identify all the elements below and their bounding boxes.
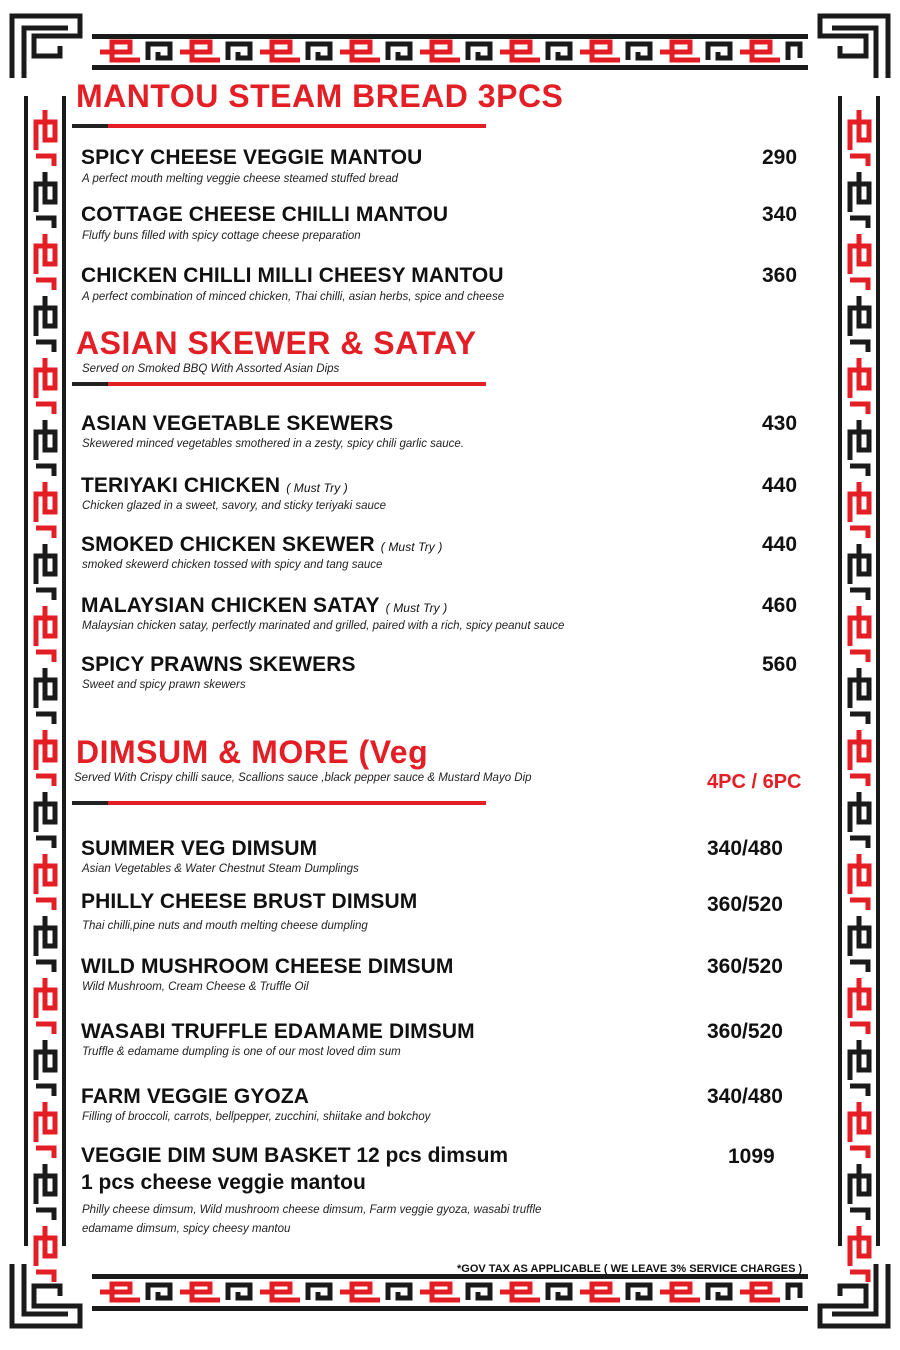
menu-item-name: CHICKEN CHILLI MILLI CHEESY MANTOU: [81, 264, 504, 287]
menu-item-name: FARM VEGGIE GYOZA: [81, 1085, 310, 1108]
menu-item-name-basket: VEGGIE DIM SUM BASKET 12 pcs dimsum 1 pcs cheese veggie mantou: [81, 1144, 509, 1194]
menu-item-desc: Skewered minced vegetables smothered in a zesty, spicy chili garlic sauce.: [82, 438, 465, 450]
menu-item-price: 340/480: [707, 837, 783, 860]
right-border-pattern: [836, 0, 882, 1350]
menu-item-name: SPICY PRAWNS SKEWERS: [81, 653, 356, 676]
section-divider: [72, 801, 486, 805]
menu-item-price: 340: [762, 203, 798, 226]
price-header-pieces: 4PC / 6PC: [707, 771, 802, 793]
left-border-pattern: [22, 0, 68, 1350]
menu-item-desc: Fluffy buns filled with spicy cottage cheese preparation: [82, 230, 361, 242]
menu-item-name: SUMMER VEG DIMSUM: [81, 837, 318, 860]
menu-item-desc: Wild Mushroom, Cream Cheese & Truffle Oil: [82, 981, 309, 993]
menu-item-price: 440: [762, 474, 798, 497]
section-divider: [72, 124, 486, 128]
menu-item-desc: Thai chilli,pine nuts and mouth melting cheese dumpling: [82, 920, 368, 932]
menu-item-name: WASABI TRUFFLE EDAMAME DIMSUM: [81, 1020, 475, 1043]
menu-item-price: 560: [762, 653, 798, 676]
must-try-tag: ( Must Try ): [385, 601, 448, 615]
menu-item-name: PHILLY CHEESE BRUST DIMSUM: [81, 890, 418, 913]
must-try-tag: ( Must Try ): [286, 481, 348, 495]
menu-item-price: 360: [762, 264, 798, 287]
must-try-tag: ( Must Try ): [380, 540, 443, 554]
menu-item-name: TERIYAKI CHICKEN ( Must Try ): [81, 474, 348, 497]
menu-item-name: COTTAGE CHEESE CHILLI MANTOU: [81, 203, 449, 226]
section-title-skewer: ASIAN SKEWER & SATAY: [76, 325, 477, 361]
menu-item-desc: A perfect combination of minced chicken, Thai chilli, asian herbs, spice and cheese: [82, 291, 505, 303]
menu-item-price: 460: [762, 594, 798, 617]
menu-item-desc: Sweet and spicy prawn skewers: [82, 679, 246, 691]
menu-item-price: 1099: [728, 1145, 775, 1168]
menu-item-price: 360/520: [707, 1020, 783, 1043]
menu-item-name: WILD MUSHROOM CHEESE DIMSUM: [81, 955, 454, 978]
menu-item-price: 360/520: [707, 893, 783, 916]
menu-item-desc-basket: Philly cheese dimsum, Wild mushroom cheese dimsum, Farm veggie gyoza, wasabi truffle edamame dimsum, spicy cheesy mantou: [82, 1204, 542, 1235]
menu-item-desc: Filling of broccoli, carrots, bellpepper, zucchini, shiitake and bokchoy: [82, 1111, 431, 1123]
top-border-pattern: [0, 8, 900, 86]
menu-item-price: 340/480: [707, 1085, 783, 1108]
menu-item-name: ASIAN VEGETABLE SKEWERS: [81, 412, 394, 435]
menu-item-desc: Chicken glazed in a sweet, savory, and sticky teriyaki sauce: [82, 500, 387, 512]
section-subtitle: Served on Smoked BBQ With Assorted Asian Dips: [82, 363, 340, 375]
menu-item-name: SPICY CHEESE VEGGIE MANTOU: [81, 146, 423, 169]
menu-item-desc: Malaysian chicken satay, perfectly marinated and grilled, paired with a rich, spicy peanut sauce: [82, 620, 565, 632]
menu-item-desc: Asian Vegetables & Water Chestnut Steam Dumplings: [82, 863, 359, 875]
section-title-dimsum: DIMSUM & MORE (Veg: [76, 734, 429, 770]
menu-item-name: MALAYSIAN CHICKEN SATAY ( Must Try ): [81, 594, 448, 617]
menu-item-price: 430: [762, 412, 798, 435]
menu-item-desc: Truffle & edamame dumpling is one of our most loved dim sum: [82, 1046, 401, 1058]
section-title-mantou: MANTOU STEAM BREAD 3PCS: [76, 78, 564, 114]
tax-footnote: *GOV TAX AS APPLICABLE ( WE LEAVE 3% SERVICE CHARGES ): [457, 1263, 803, 1275]
menu-item-price: 290: [762, 146, 798, 169]
menu-item-desc: A perfect mouth melting veggie cheese steamed stuffed bread: [82, 173, 399, 185]
menu-item-desc: smoked skewerd chicken tossed with spicy and tang sauce: [82, 559, 383, 571]
section-divider: [72, 382, 486, 386]
menu-item-price: 440: [762, 533, 798, 556]
menu-item-price: 360/520: [707, 955, 783, 978]
menu-item-name: SMOKED CHICKEN SKEWER ( Must Try ): [81, 533, 443, 556]
section-subtitle: Served With Crispy chilli sauce, Scallions sauce ,black pepper sauce & Mustard Mayo Dip: [74, 772, 532, 784]
